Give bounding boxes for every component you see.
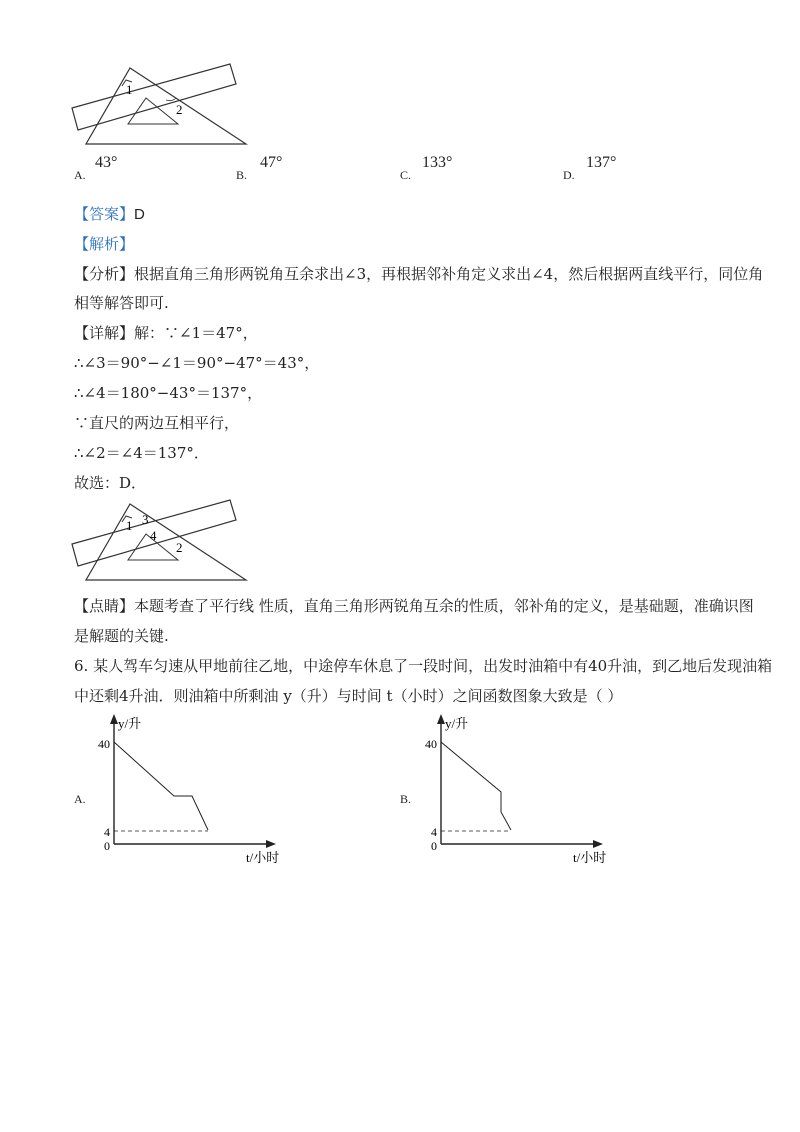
analysis-label: 解析 bbox=[89, 235, 120, 253]
graph-b bbox=[423, 712, 633, 870]
analysis-heading bbox=[74, 234, 134, 254]
detail-line-3: ∴∠4＝180°−43°＝137°， bbox=[74, 384, 263, 402]
analysis-open-bracket: 【 bbox=[74, 235, 90, 253]
option-b-value: 47° bbox=[260, 154, 283, 171]
option-d-letter: D. bbox=[563, 168, 575, 182]
analysis-text-line-1: 【分析】根据直角三角形两锐角互余求出∠3，再根据邻补角定义求出∠4，然后根据两直线平行，同位角 bbox=[74, 265, 764, 283]
option-a-value: 43° bbox=[95, 154, 118, 171]
detail-line-5: ∴∠2＝∠4＝137°． bbox=[74, 444, 209, 462]
detail-line-6: 故选：D． bbox=[74, 474, 147, 492]
graph-a-letter: A. bbox=[74, 792, 86, 806]
solution-angle-4-label: 4 bbox=[150, 528, 157, 543]
graph-a bbox=[96, 712, 306, 870]
ruler-triangle-figure bbox=[66, 58, 266, 148]
detail-line-4: ∵直尺的两边互相平行， bbox=[74, 414, 240, 432]
detail-line-1: 【详解】解：∵∠1＝47°， bbox=[74, 324, 258, 342]
analysis-text-line-2: 相等解答即可. bbox=[74, 294, 169, 312]
answer-line bbox=[74, 204, 145, 225]
comment-line-2: 是解题的关键. bbox=[74, 627, 169, 645]
graph-a-xlabel: t/小时 bbox=[246, 850, 280, 865]
option-b-letter: B. bbox=[236, 168, 248, 182]
solution-angle-3-label: 3 bbox=[142, 512, 149, 527]
solution-figure bbox=[66, 496, 266, 586]
graph-b-tick-0: 0 bbox=[431, 839, 437, 853]
graph-a-ylabel: y/升 bbox=[118, 716, 142, 731]
option-a-letter: A. bbox=[74, 168, 86, 182]
graph-b-tick-4: 4 bbox=[431, 825, 437, 839]
answer-label: 答案 bbox=[89, 205, 120, 223]
angle-2-label: 2 bbox=[176, 102, 183, 117]
answer-close-bracket: 】 bbox=[119, 205, 135, 223]
comment-line-1: 【点睛】本题考查了平行线 性质，直角三角形两锐角互余的性质，邻补角的定义，是基础题，准确识图 bbox=[74, 597, 754, 615]
graph-a-tick-0: 0 bbox=[104, 839, 110, 853]
graph-b-letter: B. bbox=[400, 792, 412, 806]
q6-line-2: 中还剩4升油．则油箱中所剩油 y（升）与时间 t（小时）之间函数图象大致是（ ） bbox=[74, 687, 623, 705]
solution-angle-1-label: 1 bbox=[126, 518, 133, 533]
option-c-value: 133° bbox=[422, 154, 453, 171]
graph-b-xlabel: t/小时 bbox=[573, 850, 607, 865]
graph-b-tick-40: 40 bbox=[425, 737, 437, 751]
analysis-close-bracket: 】 bbox=[119, 235, 135, 253]
option-c-letter: C. bbox=[400, 168, 412, 182]
answer-value: D bbox=[134, 206, 145, 223]
detail-line-2: ∴∠3＝90°−∠1＝90°−47°＝43°， bbox=[74, 354, 320, 372]
graph-b-ylabel: y/升 bbox=[445, 716, 469, 731]
solution-angle-2-label: 2 bbox=[176, 540, 183, 555]
answer-open-bracket: 【 bbox=[74, 205, 90, 223]
angle-1-label: 1 bbox=[126, 82, 133, 97]
option-d-value: 137° bbox=[586, 154, 617, 171]
q6-line-1: 6. 某人驾车匀速从甲地前往乙地，中途停车休息了一段时间，出发时油箱中有40升油，到乙地后发现油箱 bbox=[74, 657, 773, 675]
graph-a-tick-4: 4 bbox=[104, 825, 110, 839]
graph-a-tick-40: 40 bbox=[98, 737, 110, 751]
